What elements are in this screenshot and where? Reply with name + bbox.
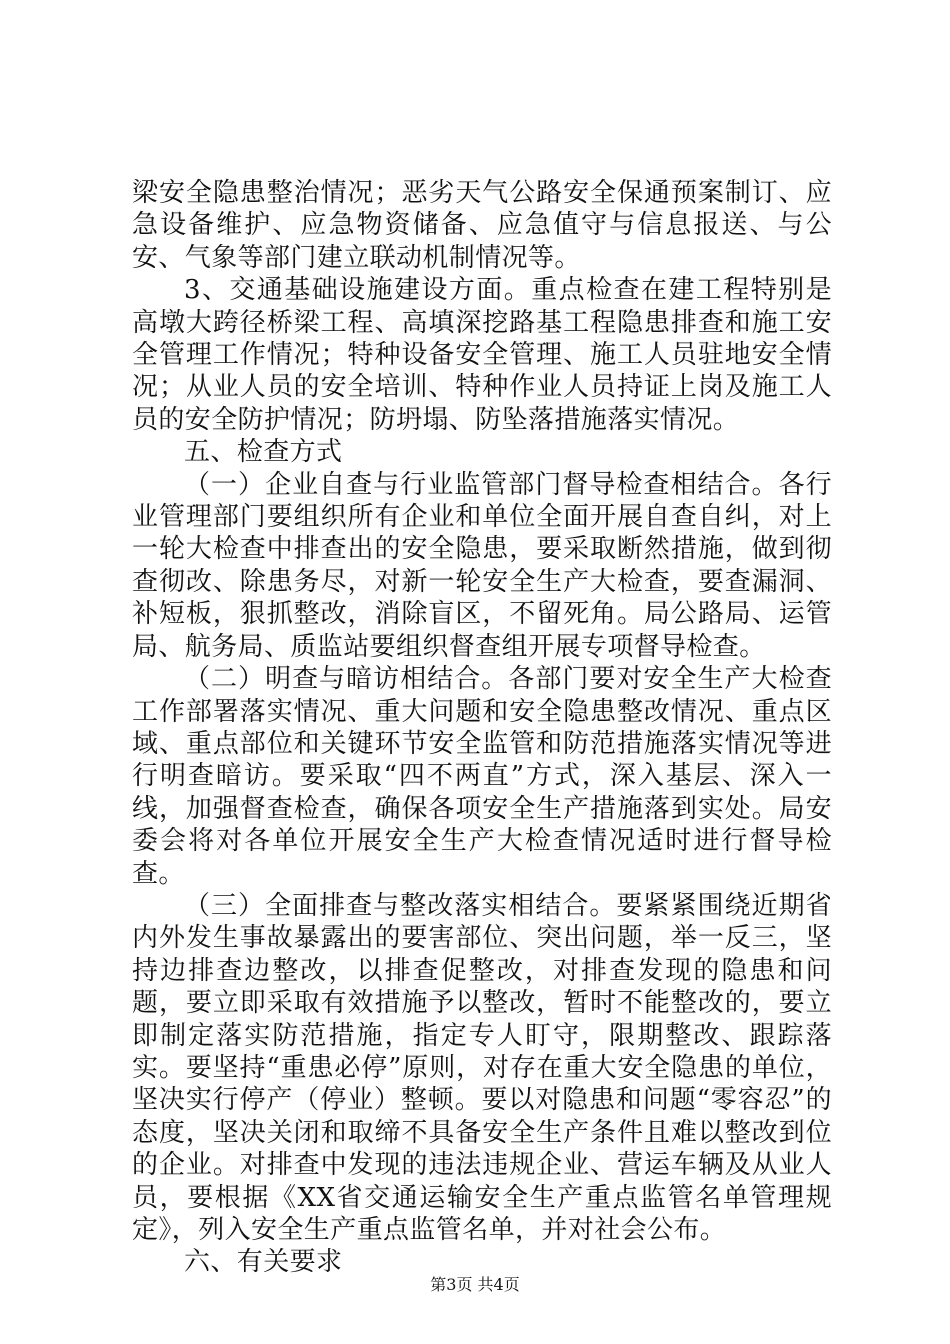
- paragraph-method-3: （三）全面排查与整改落实相结合。要紧紧围绕近期省内外发生事故暴露出的要害部位、突出问题，举一反三，坚持边排查边整改，以排查促整改，对排查发现的隐患和问题，要立即采取有效措施予以整改，暂时不能整改的，要立即制定落实防范措施，指定专人盯守，限期整改、跟踪落实。要坚持“重患必停”原则，对存在重大安全隐患的单位，坚决实行停产（停业）整顿。要以对隐患和问题“零容忍”的态度，坚决关闭和取缔不具备安全生产条件且难以整改到位的企业。对排查中发现的违法违规企业、营运车辆及从业人员，要根据《XX省交通运输安全生产重点监管名单管理规定》，列入安全生产重点监管名单，并对社会公布。: [132, 890, 832, 1245]
- document-body: [132, 177, 832, 1279]
- paragraph-continuation: 梁安全隐患整治情况；恶劣天气公路安全保通预案制订、应急设备维护、应急物资储备、应急值守与信息报送、与公安、气象等部门建立联动机制情况等。: [132, 178, 832, 273]
- section-heading-inspection-method: 五、检查方式: [184, 437, 343, 468]
- paragraph-method-1: （一）企业自查与行业监管部门督导检查相结合。各行业管理部门要组织所有企业和单位全面开展自查自纠，对上一轮大检查中排查出的安全隐患，要采取断然措施，做到彻查彻改、除患务尽，对新一轮安全生产大检查，要查漏洞、补短板，狠抓整改，消除盲区，不留死角。局公路局、运管局、航务局、质监站要组织督查组开展专项督导检查。: [132, 469, 832, 662]
- paragraph-infrastructure: 3、交通基础设施建设方面。重点检查在建工程特别是高墩大跨径桥梁工程、高填深挖路基工程隐患排查和施工安全管理工作情况；特种设备安全管理、施工人员驻地安全情况；从业人员的安全培训、特种作业人员持证上岗及施工人员的安全防护情况；防坍塌、防坠落措施落实情况。: [132, 275, 832, 435]
- section-heading-requirements: 六、有关要求: [184, 1247, 343, 1278]
- page-footer: 第3页 共4页: [430, 1275, 520, 1294]
- paragraph-method-2: （二）明查与暗访相结合。各部门要对安全生产大检查工作部署落实情况、重大问题和安全隐患整改情况、重点区域、重点部位和关键环节安全监管和防范措施落实情况等进行明查暗访。要采取“四不两直”方式，深入基层、深入一线，加强督查检查，确保各项安全生产措施落到实处。局安委会将对各单位开展安全生产大检查情况适时进行督导检查。: [132, 664, 832, 889]
